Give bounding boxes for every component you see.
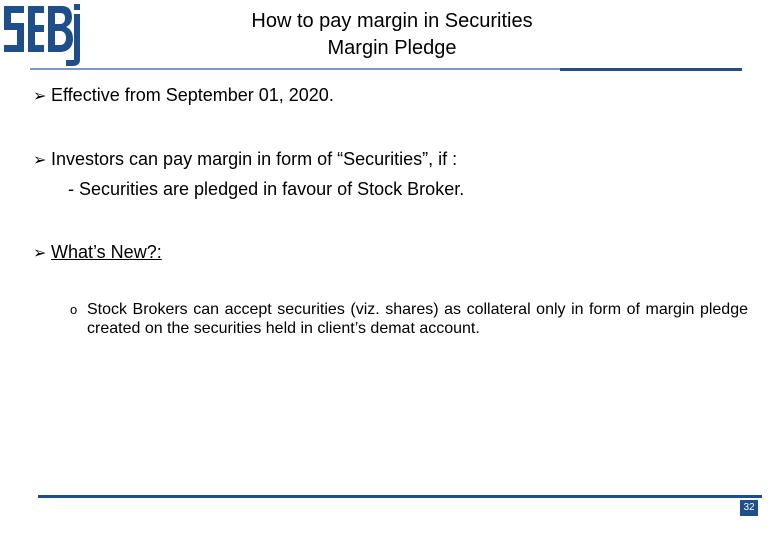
header-divider	[30, 68, 742, 71]
sub-bullet-stock-brokers	[70, 300, 748, 338]
title-line-1: How to pay margin in Securities	[251, 10, 533, 32]
bullet-text: Effective from September 01, 2020.	[51, 85, 334, 105]
page-number: 32	[740, 500, 758, 516]
bullet-text: Investors can pay margin in form of “Securities”, if :	[51, 149, 458, 169]
sebi-logo	[0, 0, 82, 66]
slide-title	[150, 8, 634, 62]
title-line-2: Margin Pledge	[327, 37, 457, 59]
arrowhead-bullet-icon: ➢	[33, 152, 47, 169]
bullet-whats-new	[33, 241, 162, 265]
header-divider-light	[30, 68, 560, 70]
header-divider-dark	[560, 68, 742, 71]
footer-divider	[38, 495, 762, 498]
bullet-investors	[33, 148, 457, 172]
arrowhead-bullet-icon: ➢	[33, 245, 47, 262]
bullet-investors-detail: - Securities are pledged in favour of Stock Broker.	[68, 179, 465, 199]
sub-bullet-text: Stock Brokers can accept securities (viz. shares) as collateral only in form of margin pledge created on the securities held in client’s demat account.	[87, 301, 748, 337]
circle-bullet-icon: o	[70, 302, 78, 317]
bullet-effective-date	[33, 84, 334, 108]
bullet-heading: What’s New?:	[51, 242, 162, 262]
arrowhead-bullet-icon: ➢	[33, 88, 47, 105]
